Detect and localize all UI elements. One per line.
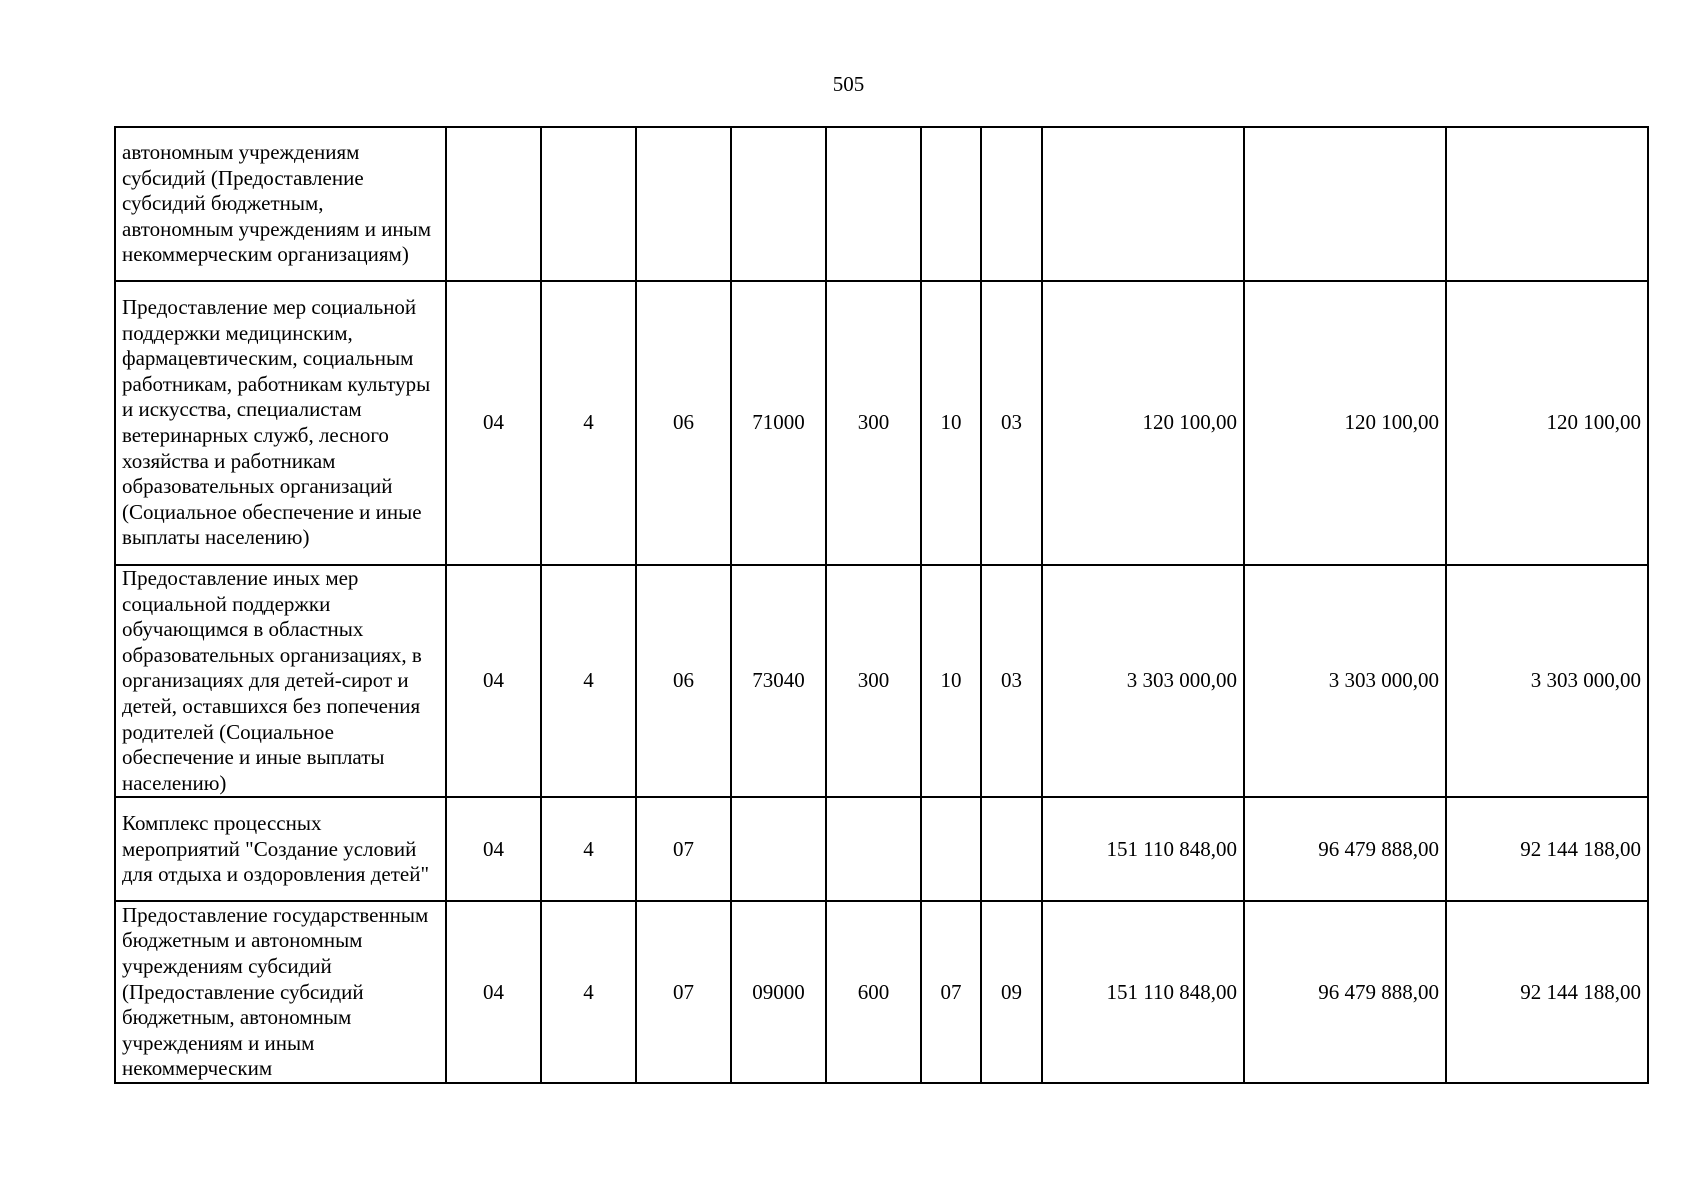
subsection-code-cell: 03 bbox=[981, 565, 1042, 797]
direction-code-cell: 09000 bbox=[731, 901, 826, 1083]
direction-code-cell: 71000 bbox=[731, 281, 826, 565]
amount-year-1-cell: 120 100,00 bbox=[1042, 281, 1244, 565]
amount-year-2-cell: 96 479 888,00 bbox=[1244, 797, 1446, 901]
program-code-cell: 04 bbox=[446, 901, 541, 1083]
amount-year-2-cell: 3 303 000,00 bbox=[1244, 565, 1446, 797]
amount-year-3-cell: 120 100,00 bbox=[1446, 281, 1648, 565]
subsection-code-cell bbox=[981, 127, 1042, 281]
subprogram-code-cell bbox=[541, 127, 636, 281]
amount-year-3-cell: 3 303 000,00 bbox=[1446, 565, 1648, 797]
program-code-cell: 04 bbox=[446, 281, 541, 565]
expense-type-cell: 300 bbox=[826, 565, 921, 797]
expense-type-cell: 600 bbox=[826, 901, 921, 1083]
row-description: Предоставление государственным бюджетным и автономным учреждениям субсидий (Предоставление субсидий бюджетным, автономным учреждениям и иным некоммерческим bbox=[115, 901, 446, 1083]
activity-code-cell bbox=[636, 127, 731, 281]
subprogram-code-cell: 4 bbox=[541, 281, 636, 565]
table-row bbox=[115, 565, 1648, 797]
expense-type-cell: 300 bbox=[826, 281, 921, 565]
subprogram-code-cell: 4 bbox=[541, 565, 636, 797]
subsection-code-cell: 09 bbox=[981, 901, 1042, 1083]
amount-year-3-cell: 92 144 188,00 bbox=[1446, 901, 1648, 1083]
amount-year-1-cell bbox=[1042, 127, 1244, 281]
row-description: Предоставление мер социальной поддержки медицинским, фармацевтическим, социальным работникам, работникам культуры и искусства, специалистам ветеринарных служб, лесного хозяйства и работникам образовательных организаций (Социальное обеспечение и иные выплаты населению) bbox=[115, 281, 446, 565]
activity-code-cell: 07 bbox=[636, 901, 731, 1083]
amount-year-2-cell: 96 479 888,00 bbox=[1244, 901, 1446, 1083]
program-code-cell: 04 bbox=[446, 797, 541, 901]
activity-code-cell: 07 bbox=[636, 797, 731, 901]
section-code-cell: 10 bbox=[921, 565, 981, 797]
row-description: Комплекс процессных мероприятий "Создание условий для отдыха и оздоровления детей" bbox=[115, 797, 446, 901]
direction-code-cell bbox=[731, 127, 826, 281]
activity-code-cell: 06 bbox=[636, 565, 731, 797]
amount-year-3-cell bbox=[1446, 127, 1648, 281]
amount-year-1-cell: 151 110 848,00 bbox=[1042, 901, 1244, 1083]
row-description: Предоставление иных мер социальной поддержки обучающимся в областных образовательных организациях, в организациях для детей-сирот и детей, оставшихся без попечения родителей (Социальное обеспечение и иные выплаты населению) bbox=[115, 565, 446, 797]
subsection-code-cell bbox=[981, 797, 1042, 901]
direction-code-cell: 73040 bbox=[731, 565, 826, 797]
section-code-cell bbox=[921, 127, 981, 281]
table-row bbox=[115, 281, 1648, 565]
amount-year-1-cell: 3 303 000,00 bbox=[1042, 565, 1244, 797]
program-code-cell: 04 bbox=[446, 565, 541, 797]
expense-type-cell bbox=[826, 127, 921, 281]
row-description: автономным учреждениям субсидий (Предоставление субсидий бюджетным, автономным учреждениям и иным некоммерческим организациям) bbox=[115, 127, 446, 281]
activity-code-cell: 06 bbox=[636, 281, 731, 565]
subprogram-code-cell: 4 bbox=[541, 797, 636, 901]
table-row bbox=[115, 127, 1648, 281]
program-code-cell bbox=[446, 127, 541, 281]
direction-code-cell bbox=[731, 797, 826, 901]
amount-year-2-cell: 120 100,00 bbox=[1244, 281, 1446, 565]
section-code-cell bbox=[921, 797, 981, 901]
budget-table bbox=[114, 126, 1649, 1084]
section-code-cell: 10 bbox=[921, 281, 981, 565]
amount-year-2-cell bbox=[1244, 127, 1446, 281]
budget-table-body bbox=[115, 127, 1648, 1083]
section-code-cell: 07 bbox=[921, 901, 981, 1083]
expense-type-cell bbox=[826, 797, 921, 901]
amount-year-3-cell: 92 144 188,00 bbox=[1446, 797, 1648, 901]
table-row bbox=[115, 797, 1648, 901]
subsection-code-cell: 03 bbox=[981, 281, 1042, 565]
table-row bbox=[115, 901, 1648, 1083]
subprogram-code-cell: 4 bbox=[541, 901, 636, 1083]
amount-year-1-cell: 151 110 848,00 bbox=[1042, 797, 1244, 901]
page-number: 505 bbox=[832, 72, 865, 96]
